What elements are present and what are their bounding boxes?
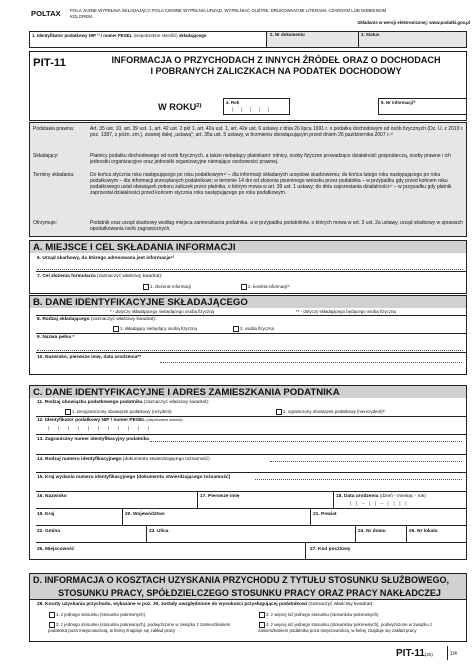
submitter-type-option-1-label: 1. składający niebędący osobą fizyczną [120, 326, 197, 332]
brand-label: POLTAX [31, 9, 61, 18]
costs-option-1-label: 1. z jednego stosunku (stosunku pokrewnych) [56, 612, 146, 618]
foreign-id-label: 13. Zagraniczny numer identyfikacyjny podatnika [37, 437, 149, 442]
costs-hint: (zaznaczyć właściwy kwadrat): [308, 602, 374, 607]
id-country-label: 15. Kraj wydania numeru identyfikacyjnego (dokumentu stwierdzającego tożsamość) [37, 475, 231, 480]
tax-obligation-hint: (zaznaczyć właściwy kwadrat): [143, 400, 210, 405]
submitter-type-option-2[interactable] [232, 326, 274, 332]
section-d-title-line1: D. INFORMACJA O KOSZTACH UZYSKANIA PRZYCHODU Z TYTUŁU STOSUNKU SŁUŻBOWEGO, [33, 575, 449, 585]
checkbox[interactable] [49, 612, 55, 618]
purpose-hint: (zaznaczyć właściwy kwadrat): [97, 274, 163, 279]
section-c-title: C. DANE IDENTYFIKACYJNE I ADRES ZAMIESZKANIA PODATNIKA [29, 385, 467, 400]
obligation-option-2[interactable] [275, 409, 386, 415]
nip-pesel-field[interactable] [29, 31, 267, 48]
apartment-number-label: 25. Nr lokalu [409, 529, 438, 534]
tax-obligation-label [37, 400, 209, 405]
e-filing-note: Składanie w wersji elektronicznej: www.podatki.gov.pl [357, 20, 470, 25]
year-field[interactable]: 4. Rok ⌊⌊⌊⌊⌊ [223, 98, 290, 115]
checkbox[interactable] [143, 284, 149, 290]
costs-option-2-label: 2. z więcej niż jednego stosunku (stosunków pokrewnych) [266, 612, 379, 618]
info-number-label: 5. Nr informacji³⁾ [381, 100, 416, 105]
postal-code-label: 27. Kod pocztowy [310, 547, 351, 552]
commune-label: 22. Gmina [37, 529, 60, 534]
submitter-key: Składający: [33, 153, 59, 159]
tax-office-input[interactable] [37, 269, 463, 270]
surname-dob-input[interactable] [160, 362, 462, 363]
submitter-type-label [37, 317, 156, 322]
purpose-option-2[interactable] [240, 284, 290, 290]
house-number-label: 24. Nr domu [358, 529, 386, 534]
form-title-line1: INFORMACJA O PRZYCHODACH Z INNYCH ŹRÓDEŁ ORAZ O DOCHODACH [111, 55, 441, 65]
w-roku-label: W ROKU²⁾ [158, 102, 202, 112]
deadline-value: Do końca stycznia roku następującego po roku podatkowym⁴⁾ – dla informacji składanych urzędowi skarbowemu; do końca lutego roku następującego po roku podatkowym – dla informacji przesyłanych podatnikowi; w terminie 14 dni od złożenia pisemnego wniosku przez podatnika – w przypadku gdy przed końcem roku podatkowego ustał obowiązek poboru zaliczek przez płatnika, o którym mowa w art. 39 ust. 1 ustawy; do dnia zaprzestania działalności⁴⁾ – w przypadku gdy płatnik zaprzestał działalności przed końcem stycznia roku następującego po roku podatkowym. [90, 172, 452, 196]
obligation-option-2-label: 2. ograniczony obowiązek podatkowy (nierezydent)⁸⁾ [283, 409, 386, 415]
purpose-option-1-label: 1. złożenie informacji [150, 284, 191, 290]
birth-date-label-text: 18. Data urodzenia [336, 494, 379, 499]
costs-option-3-label: 3. z jednego stosunku (stosunku pokrewnych), podwyższone w związku z zamieszkaniem podatnika poza miejscowością, w której znajduje się zakład pracy [48, 622, 231, 633]
surname-dob-label: 10. Nazwisko, pierwsze imię, data urodzenia** [37, 355, 141, 360]
checkbox[interactable] [113, 326, 119, 332]
purpose-option-1[interactable] [142, 284, 191, 290]
deadline-key: Terminy składania: [33, 172, 75, 178]
year-label: 4. Rok [226, 100, 240, 105]
purpose-label-text: 7. Cel złożenia formularza [37, 274, 96, 279]
costs-option-3[interactable] [48, 622, 248, 634]
submitter-type-option-2-label: 2. osoba fizyczna [240, 326, 274, 332]
birth-date-label [336, 494, 426, 499]
checkbox[interactable] [259, 612, 265, 618]
checkbox[interactable] [65, 409, 71, 415]
recipient-value: Podatnik oraz urząd skarbowy według miejsca zamieszkania podatnika, a w przypadku podatników, o których mowa w art. 3 ust. 2a ustawy, urząd skarbowy w sprawach opodatkowania osób zagranicznych. [90, 220, 463, 232]
submitter-type-option-1[interactable] [112, 326, 197, 332]
doc-number-label: 2. Nr dokumentu [270, 32, 305, 37]
nip-pesel-taxpayer-label [37, 418, 183, 423]
id-type-input[interactable] [270, 461, 462, 462]
status-label: 3. Status [361, 32, 380, 37]
surname-label: 16. Nazwisko [37, 494, 67, 499]
checkbox[interactable] [276, 409, 282, 415]
submitter-type-hint: (zaznaczyć właściwy kwadrat): [90, 317, 157, 322]
header-instruction: POLA JASNE WYPEŁNIA SKŁADAJĄCY, POLA CIEMNE WYPEŁNIA URZĄD. WYPEŁNIAĆ DUŻYMI, DRUKOWANYMI LITERAMI, CZARNYM LUB NIEBIESKIM KOLOREM. [70, 8, 387, 19]
checkbox[interactable] [233, 326, 239, 332]
info-number-field[interactable] [378, 98, 467, 115]
voivodeship-label: 20. Województwo [125, 512, 165, 517]
page-number: 1/4 [450, 651, 457, 657]
birth-date-hint: (dzień - miesiąc - rok) [379, 494, 426, 499]
first-name-label: 17. Pierwsze imię [200, 494, 240, 499]
section-a-title: A. MIEJSCE I CEL SKŁADANIA INFORMACJI [29, 240, 467, 255]
obligation-option-1[interactable] [64, 409, 172, 415]
checkbox[interactable] [241, 284, 247, 290]
submitter-value: Płatnicy podatku dochodowego od osób fizycznych, a także niebędący płatnikami: rolnicy, osoby fizyczne prowadzące działalność gospodarczą, osoby prawne i ich jednostki organizacyjne oraz jednostki organizacyjne niemające osobowości prawnej. [90, 153, 451, 165]
section-b-note2: ** - dotyczy składającego będącego osobą fizyczną [296, 309, 396, 314]
country-label: 19. Kraj [37, 512, 55, 517]
purpose-option-2-label: 2. korekta informacji⁶⁾ [248, 284, 291, 290]
form-code: PIT-11 [33, 57, 66, 69]
legal-basis-value: Art. 35 ust. 10, art. 39 ust. 1, art. 42 ust. 2 pkt 1, art. 42a ust. 1, art. 42e ust. 6 ustawy z dnia 26 lipca 1991 r. o podatku dochodowym od osób fizycznych (Dz. U. z 2019 r. poz. 1387, z późn. zm.), zwanej dalej „ustawą”; art. 35a ust. 5 ustawy, w brzmieniu obowiązującym przed dniem 26 października 2007 r.⁴⁾ [90, 126, 464, 138]
birth-date-input[interactable]: ⌊⌊–⌊⌊–⌊⌊⌊⌊ [350, 501, 412, 507]
id-type-label [37, 457, 210, 462]
tax-office-label: 6. Urząd skarbowy, do którego adresowana jest informacja⁵⁾ [37, 256, 174, 261]
obligation-option-1-label: 1. nieograniczony obowiązek podatkowy (rezydent) [72, 409, 172, 415]
section-d-title [29, 573, 467, 600]
foreign-id-input[interactable] [150, 441, 462, 442]
nip-tail: składającego [178, 33, 207, 38]
costs-option-4[interactable] [258, 622, 463, 634]
street-label: 23. Ulica [149, 529, 169, 534]
costs-label-text: 28. Koszty uzyskania przychodu, wykazane w poz. 30, zostały uwzględnione do wysokości przysługującej podatnikowi [37, 602, 308, 607]
section-b-note1: * - dotyczy składającego niebędącego osobą fizyczną [110, 309, 214, 314]
nip-pesel-taxpayer-label-text: 12. Identyfikator podatkowy NIP / numer PESEL [37, 418, 146, 423]
footer-version: (25) [424, 652, 433, 657]
costs-label [37, 602, 374, 607]
footer-form-code [396, 648, 433, 659]
costs-option-1[interactable] [48, 612, 248, 618]
nip-pesel-taxpayer-hint: (niepotrzebne skreślić) [146, 418, 183, 422]
city-label: 26. Miejscowość [37, 547, 75, 552]
footer-code: PIT-11 [396, 648, 425, 659]
costs-option-2[interactable] [258, 612, 463, 618]
nip-pesel-taxpayer-input[interactable]: ⌊⌊⌊⌊⌊⌊⌊⌊⌊⌊⌊ [48, 426, 158, 432]
id-country-input[interactable] [255, 479, 462, 480]
section-d-title-line2: STOSUNKU PRACY, SPÓŁDZIELCZEGO STOSUNKU PRACY ORAZ PRACY NAKŁADCZEJ [58, 587, 441, 598]
full-name-input[interactable] [37, 350, 463, 351]
id-type-hint: (dokumentu stwierdzającego tożsamość) [122, 457, 210, 462]
costs-option-4-label: 4. z więcej niż jednego stosunku (stosunków pokrewnych), podwyższone w związku z zamieszkaniem podatnika poza miejscowością, w której znajduje się zakład pracy [258, 622, 433, 633]
section-b-title: B. DANE IDENTYFIKACYJNE SKŁADAJĄCEGO [29, 295, 467, 310]
full-name-label: 9. Nazwa pełna * [37, 335, 75, 340]
nip-hint: (niepotrzebne skreślić) [133, 33, 178, 38]
id-type-label-text: 14. Rodzaj numeru identyfikacyjnego [37, 457, 122, 462]
submitter-type-label-text: 8. Rodzaj składającego [37, 317, 90, 322]
tax-obligation-label-text: 11. Rodzaj obowiązku podatkowego podatnika [37, 400, 143, 405]
form-title-line2: I POBRANYCH ZALICZKACH NA PODATEK DOCHODOWY [150, 66, 402, 76]
legal-basis-key: Podstawa prawna: [33, 126, 75, 132]
nip-label: 1. Identyfikator podatkowy NIP ¹⁾ / numer PESEL [32, 33, 133, 38]
county-label: 21. Powiat [313, 512, 337, 517]
purpose-label [37, 274, 162, 279]
recipient-key: Otrzymuje: [33, 220, 58, 226]
